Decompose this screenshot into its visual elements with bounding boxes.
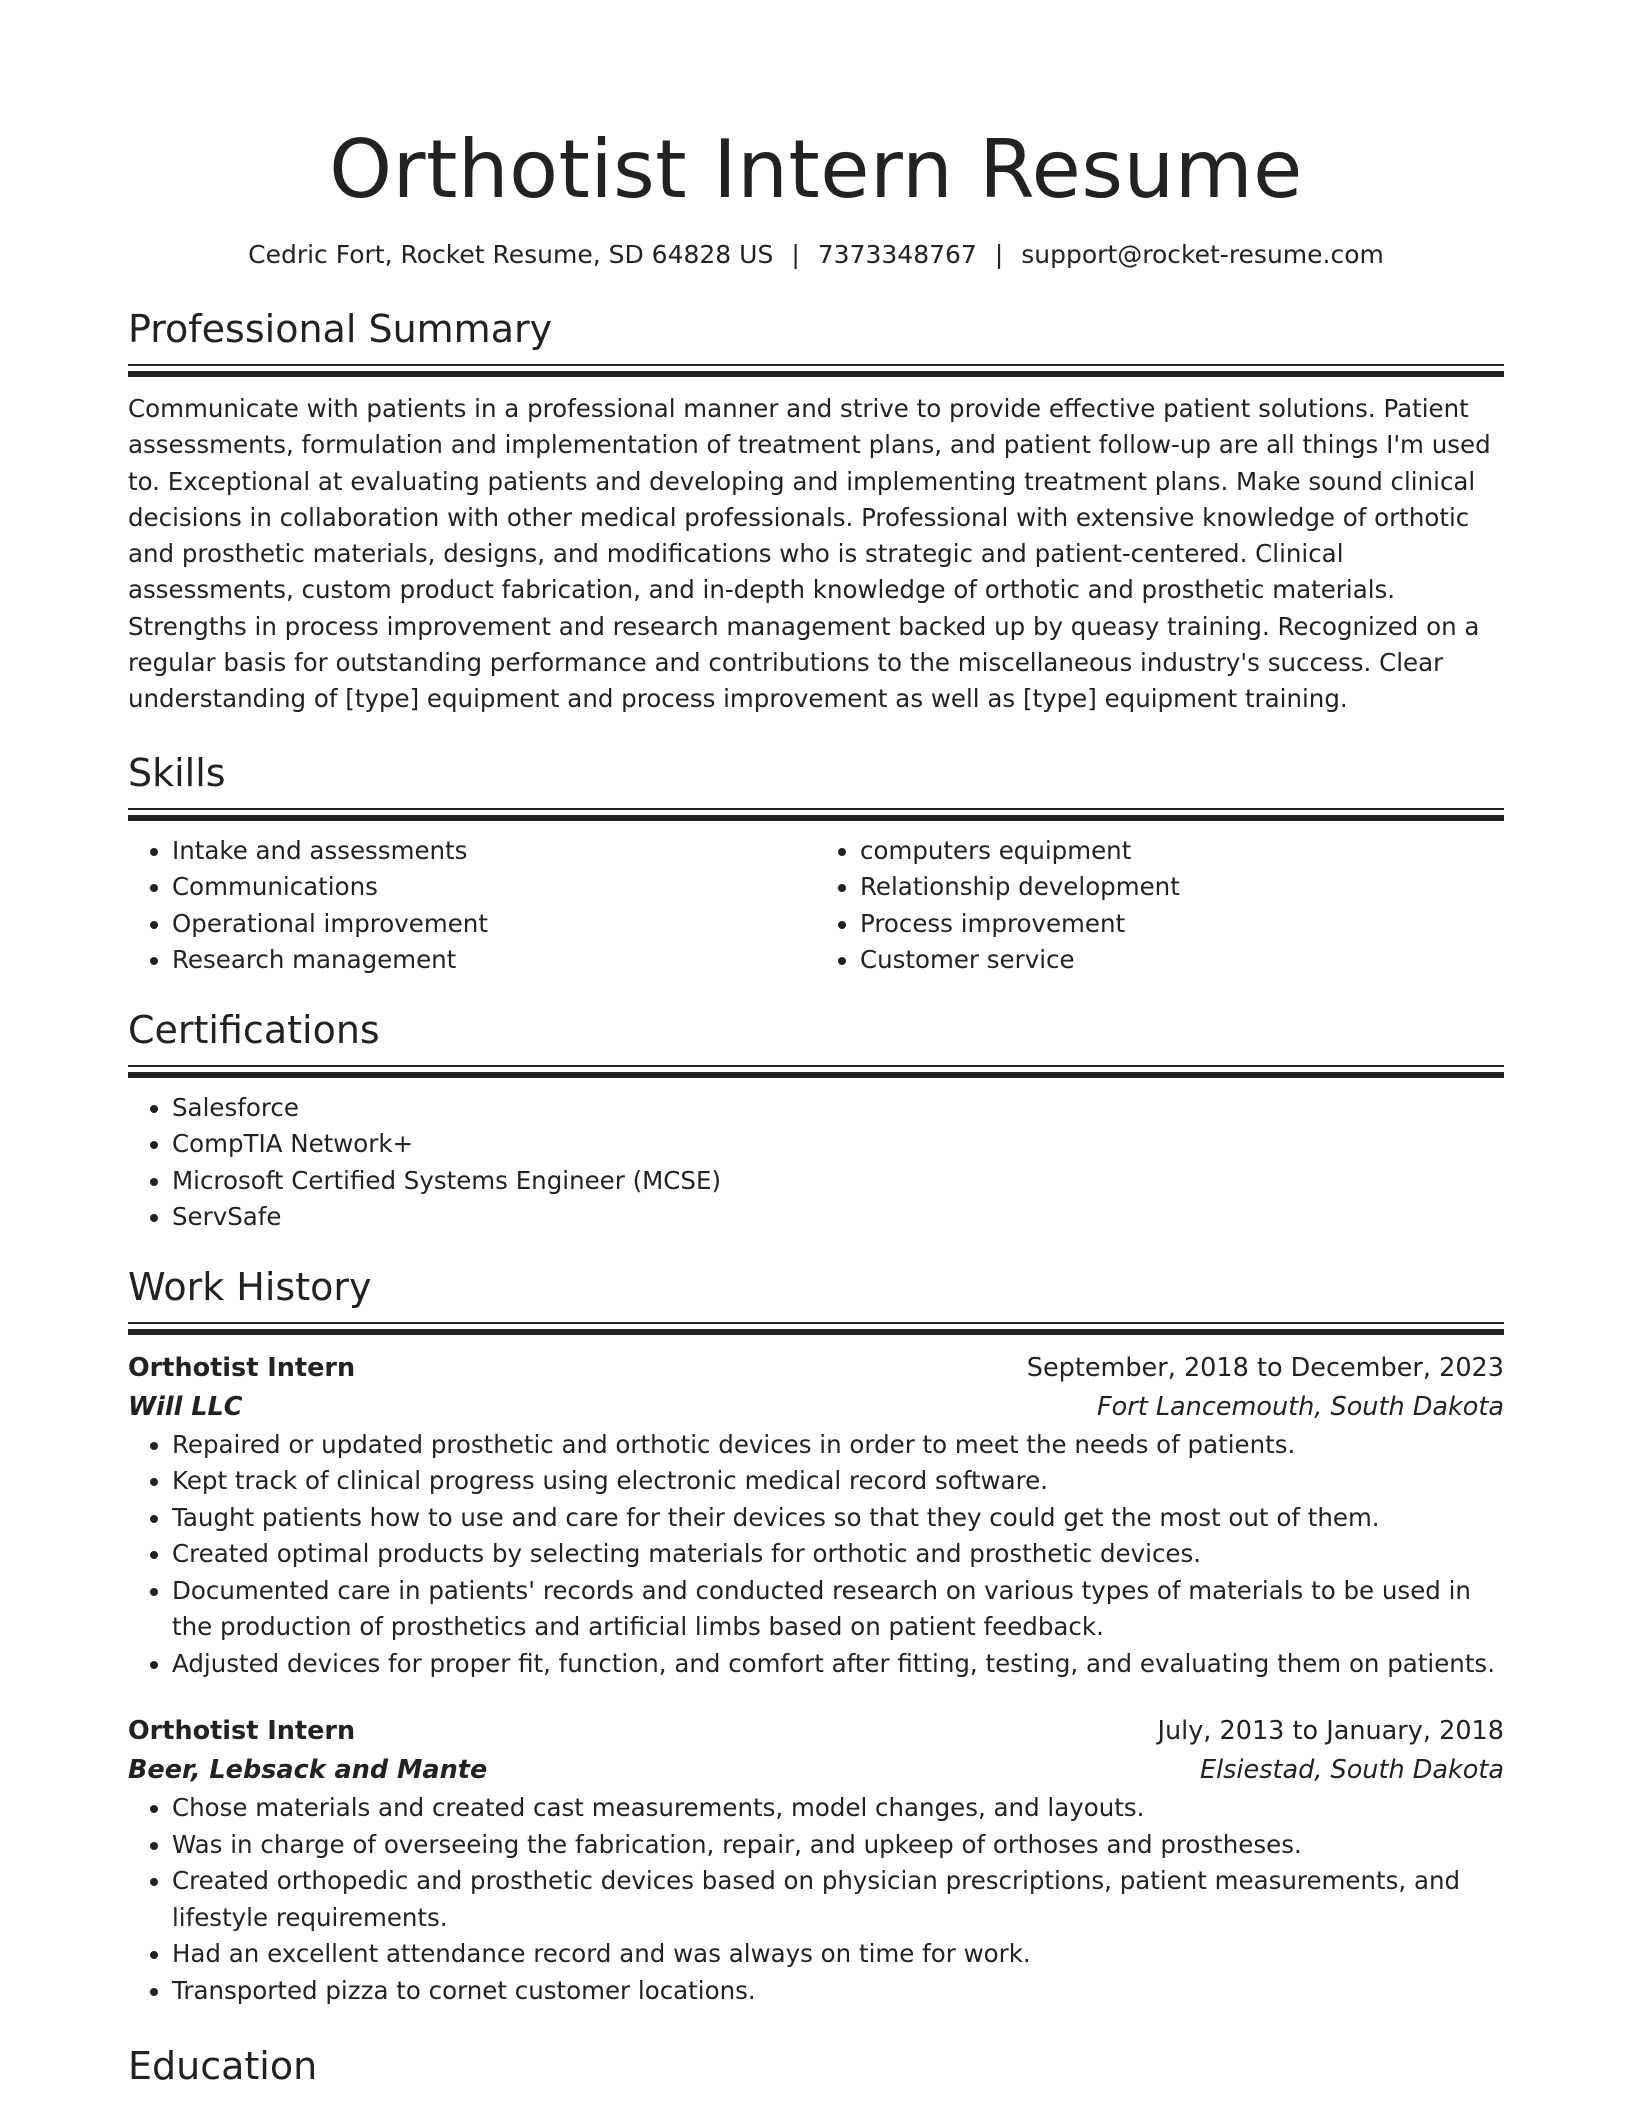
job-company: Will LLC [128, 1391, 243, 1422]
skills-heading: Skills [128, 750, 226, 795]
contact-phone: 7373348767 [817, 240, 977, 269]
list-item: • Kept track of clinical progress using electronic medical record software. [172, 1463, 1504, 1500]
job-header-row [128, 1712, 1504, 1751]
list-item: • CompTIA Network+ [172, 1126, 1504, 1163]
job-company-row [128, 1388, 1504, 1427]
contact-address: Cedric Fort, Rocket Resume, SD 64828 US [248, 240, 774, 269]
section-divider [128, 364, 1504, 377]
list-item: • Relationship development [860, 869, 1504, 906]
section-divider [128, 808, 1504, 821]
contact-line [128, 238, 1504, 272]
list-item: • Operational improvement [172, 906, 816, 943]
list-item: • Microsoft Certified Systems Engineer (MCSE) [172, 1163, 1504, 1200]
education-section [128, 2041, 1504, 2091]
list-item: • Created optimal products by selecting materials for orthotic and prosthetic devices. [172, 1536, 1504, 1573]
section-divider [128, 1065, 1504, 1078]
list-item: • Chose materials and created cast measurements, model changes, and layouts. [172, 1790, 1504, 1827]
education-heading: Education [128, 2044, 318, 2089]
list-item: • Communications [172, 869, 816, 906]
work-history-section [128, 1262, 1504, 2010]
list-item: • Research management [172, 942, 816, 979]
resume-title: Orthotist Intern Resume [329, 123, 1303, 216]
list-item: • Customer service [860, 942, 1504, 979]
list-item: • Repaired or updated prosthetic and orthotic devices in order to meet the needs of patients. [172, 1427, 1504, 1464]
certifications-list [128, 1090, 1504, 1236]
skills-list-left [128, 833, 816, 979]
list-item: • Had an excellent attendance record and was always on time for work. [172, 1936, 1504, 1973]
job-bullets [128, 1427, 1504, 1683]
job-company-row [128, 1751, 1504, 1790]
section-divider [128, 1322, 1504, 1335]
job-bullets [128, 1790, 1504, 2009]
contact-email: support@rocket-resume.com [1021, 240, 1384, 269]
summary-heading: Professional Summary [128, 307, 553, 351]
list-item: • Documented care in patients' records and conducted research on various types of materials to be used in the production of prosthetics and artificial limbs based on patient feedback. [172, 1573, 1504, 1646]
job-company: Beer, Lebsack and Mante [128, 1755, 488, 1786]
job-entry [128, 1712, 1504, 2009]
skills-list-right [816, 833, 1504, 979]
work-history-heading: Work History [128, 1264, 372, 1309]
job-title: Orthotist Intern [128, 1716, 356, 1747]
summary-section [128, 304, 1504, 718]
skills-columns [128, 833, 1504, 979]
contact-separator: | [994, 240, 1004, 269]
summary-text: Communicate with patients in a professional manner and strive to provide effective patient solutions. Patient assessments, formulation and implementation of treatment plans, and patient follow-up are all things I'm used to. Exceptional at evaluating patients and developing and implementing treatment plans. Make sound clinical decisions in collaboration with other medical professionals. Professional with extensive knowledge of orthotic and prosthetic materials, designs, and modifications who is strategic and patient-centered. Clinical assessments, custom product fabrication, and in-depth knowledge of orthotic and prosthetic materials. Strengths in process improvement and research management backed up by queasy training. Recognized on a regular basis for outstanding performance and contributions to the miscellaneous industry's success. Clear understanding of [type] equipment and process improvement as well as [type] equipment training. [128, 394, 1491, 714]
list-item: • Taught patients how to use and care for their devices so that they could get the most out of them. [172, 1500, 1504, 1537]
list-item: • Created orthopedic and prosthetic devices based on physician prescriptions, patient measurements, and lifestyle requirements. [172, 1863, 1504, 1936]
job-dates: September, 2018 to December, 2023 [1026, 1352, 1504, 1383]
job-title: Orthotist Intern [128, 1352, 356, 1383]
certifications-heading: Certifications [128, 1007, 380, 1052]
list-item: • Was in charge of overseeing the fabrication, repair, and upkeep of orthoses and prostheses. [172, 1827, 1504, 1864]
list-item: • ServSafe [172, 1199, 1504, 1236]
list-item: • computers equipment [860, 833, 1504, 870]
certifications-section [128, 1005, 1504, 1236]
contact-separator: | [791, 240, 800, 269]
list-item: • Intake and assessments [172, 833, 816, 870]
list-item: • Salesforce [172, 1090, 1504, 1127]
job-entry [128, 1349, 1504, 1683]
job-header-row [128, 1349, 1504, 1388]
list-item: • Adjusted devices for proper fit, function, and comfort after fitting, testing, and evaluating them on patients. [172, 1646, 1504, 1683]
job-location: Fort Lancemouth, South Dakota [1096, 1391, 1504, 1422]
list-item: • Process improvement [860, 906, 1504, 943]
list-item: • Transported pizza to cornet customer locations. [172, 1973, 1504, 2010]
job-dates: July, 2013 to January, 2018 [1157, 1716, 1504, 1747]
resume-page [128, 0, 1504, 2091]
skills-section [128, 748, 1504, 979]
job-location: Elsiestad, South Dakota [1199, 1755, 1504, 1786]
